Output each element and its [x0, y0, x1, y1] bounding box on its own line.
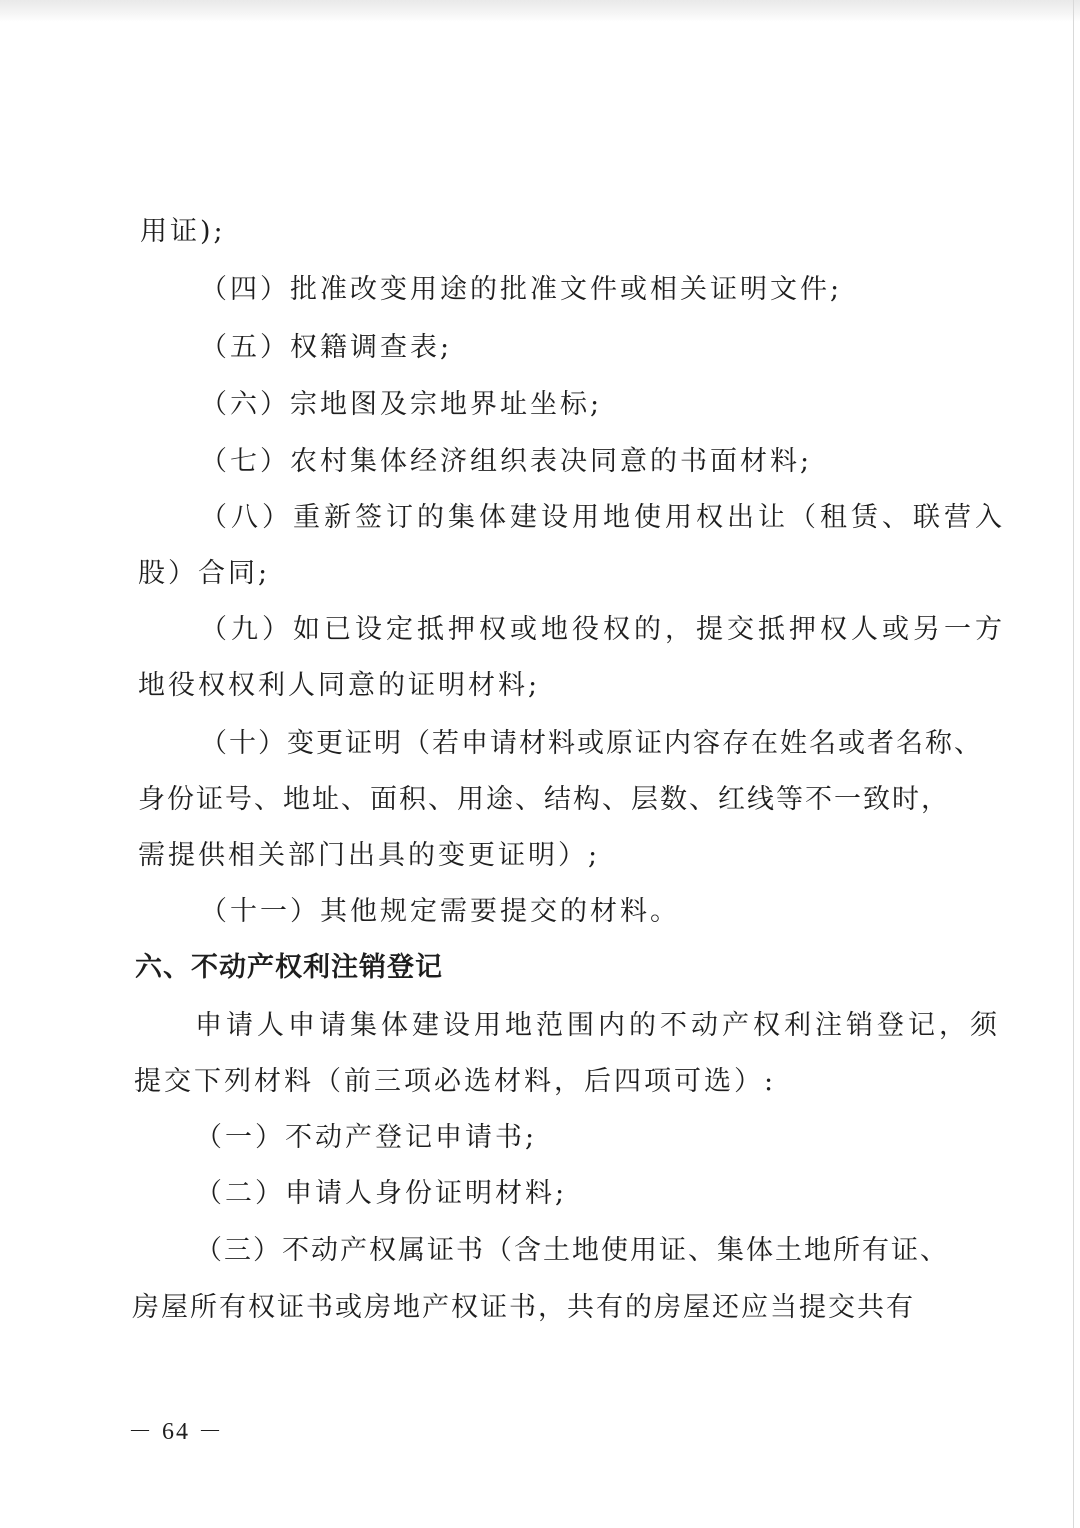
scan-edge-top: [0, 0, 1080, 22]
text-line: （五）权籍调查表;: [200, 332, 453, 363]
text-line: （十一）其他规定需要提交的材料。: [200, 896, 680, 927]
text-line: 身份证号、地址、面积、用途、结构、层数、红线等不一致时，: [138, 784, 950, 815]
text-line: （三）不动产权属证书（含土地使用证、集体土地所有证、: [195, 1235, 949, 1266]
text-line: 用证);: [140, 216, 226, 247]
text-line: （二）申请人身份证明材料;: [195, 1178, 568, 1209]
page-number: － 64 －: [128, 1419, 224, 1445]
text-line: 房屋所有权证书或房地产权证书，共有的房屋还应当提交共有: [132, 1292, 915, 1323]
text-line: 提交下列材料（前三项必选材料，后四项可选）:: [134, 1066, 777, 1097]
text-line: 股）合同;: [138, 558, 271, 589]
text-line: （四）批准改变用途的批准文件或相关证明文件;: [200, 274, 843, 305]
text-line: 申请人申请集体建设用地范围内的不动产权利注销登记，须: [195, 1010, 1001, 1041]
text-line: （六）宗地图及宗地界址坐标;: [200, 389, 603, 420]
section-heading: 六、不动产权利注销登记: [135, 952, 443, 983]
text-line: （八）重新签订的集体建设用地使用权出让（租赁、联营入: [200, 502, 1006, 533]
text-line: 地役权权利人同意的证明材料;: [138, 670, 541, 701]
text-line: （七）农村集体经济组织表决同意的书面材料;: [200, 446, 813, 477]
text-line: 需提供相关部门出具的变更证明）;: [138, 840, 601, 871]
text-line: （一）不动产登记申请书;: [195, 1122, 538, 1153]
text-line: （十）变更证明（若申请材料或原证内容存在姓名或者名称、: [200, 728, 983, 759]
text-line: （九）如已设定抵押权或地役权的，提交抵押权人或另一方: [200, 614, 1006, 645]
scan-edge-right: [1073, 0, 1074, 1528]
